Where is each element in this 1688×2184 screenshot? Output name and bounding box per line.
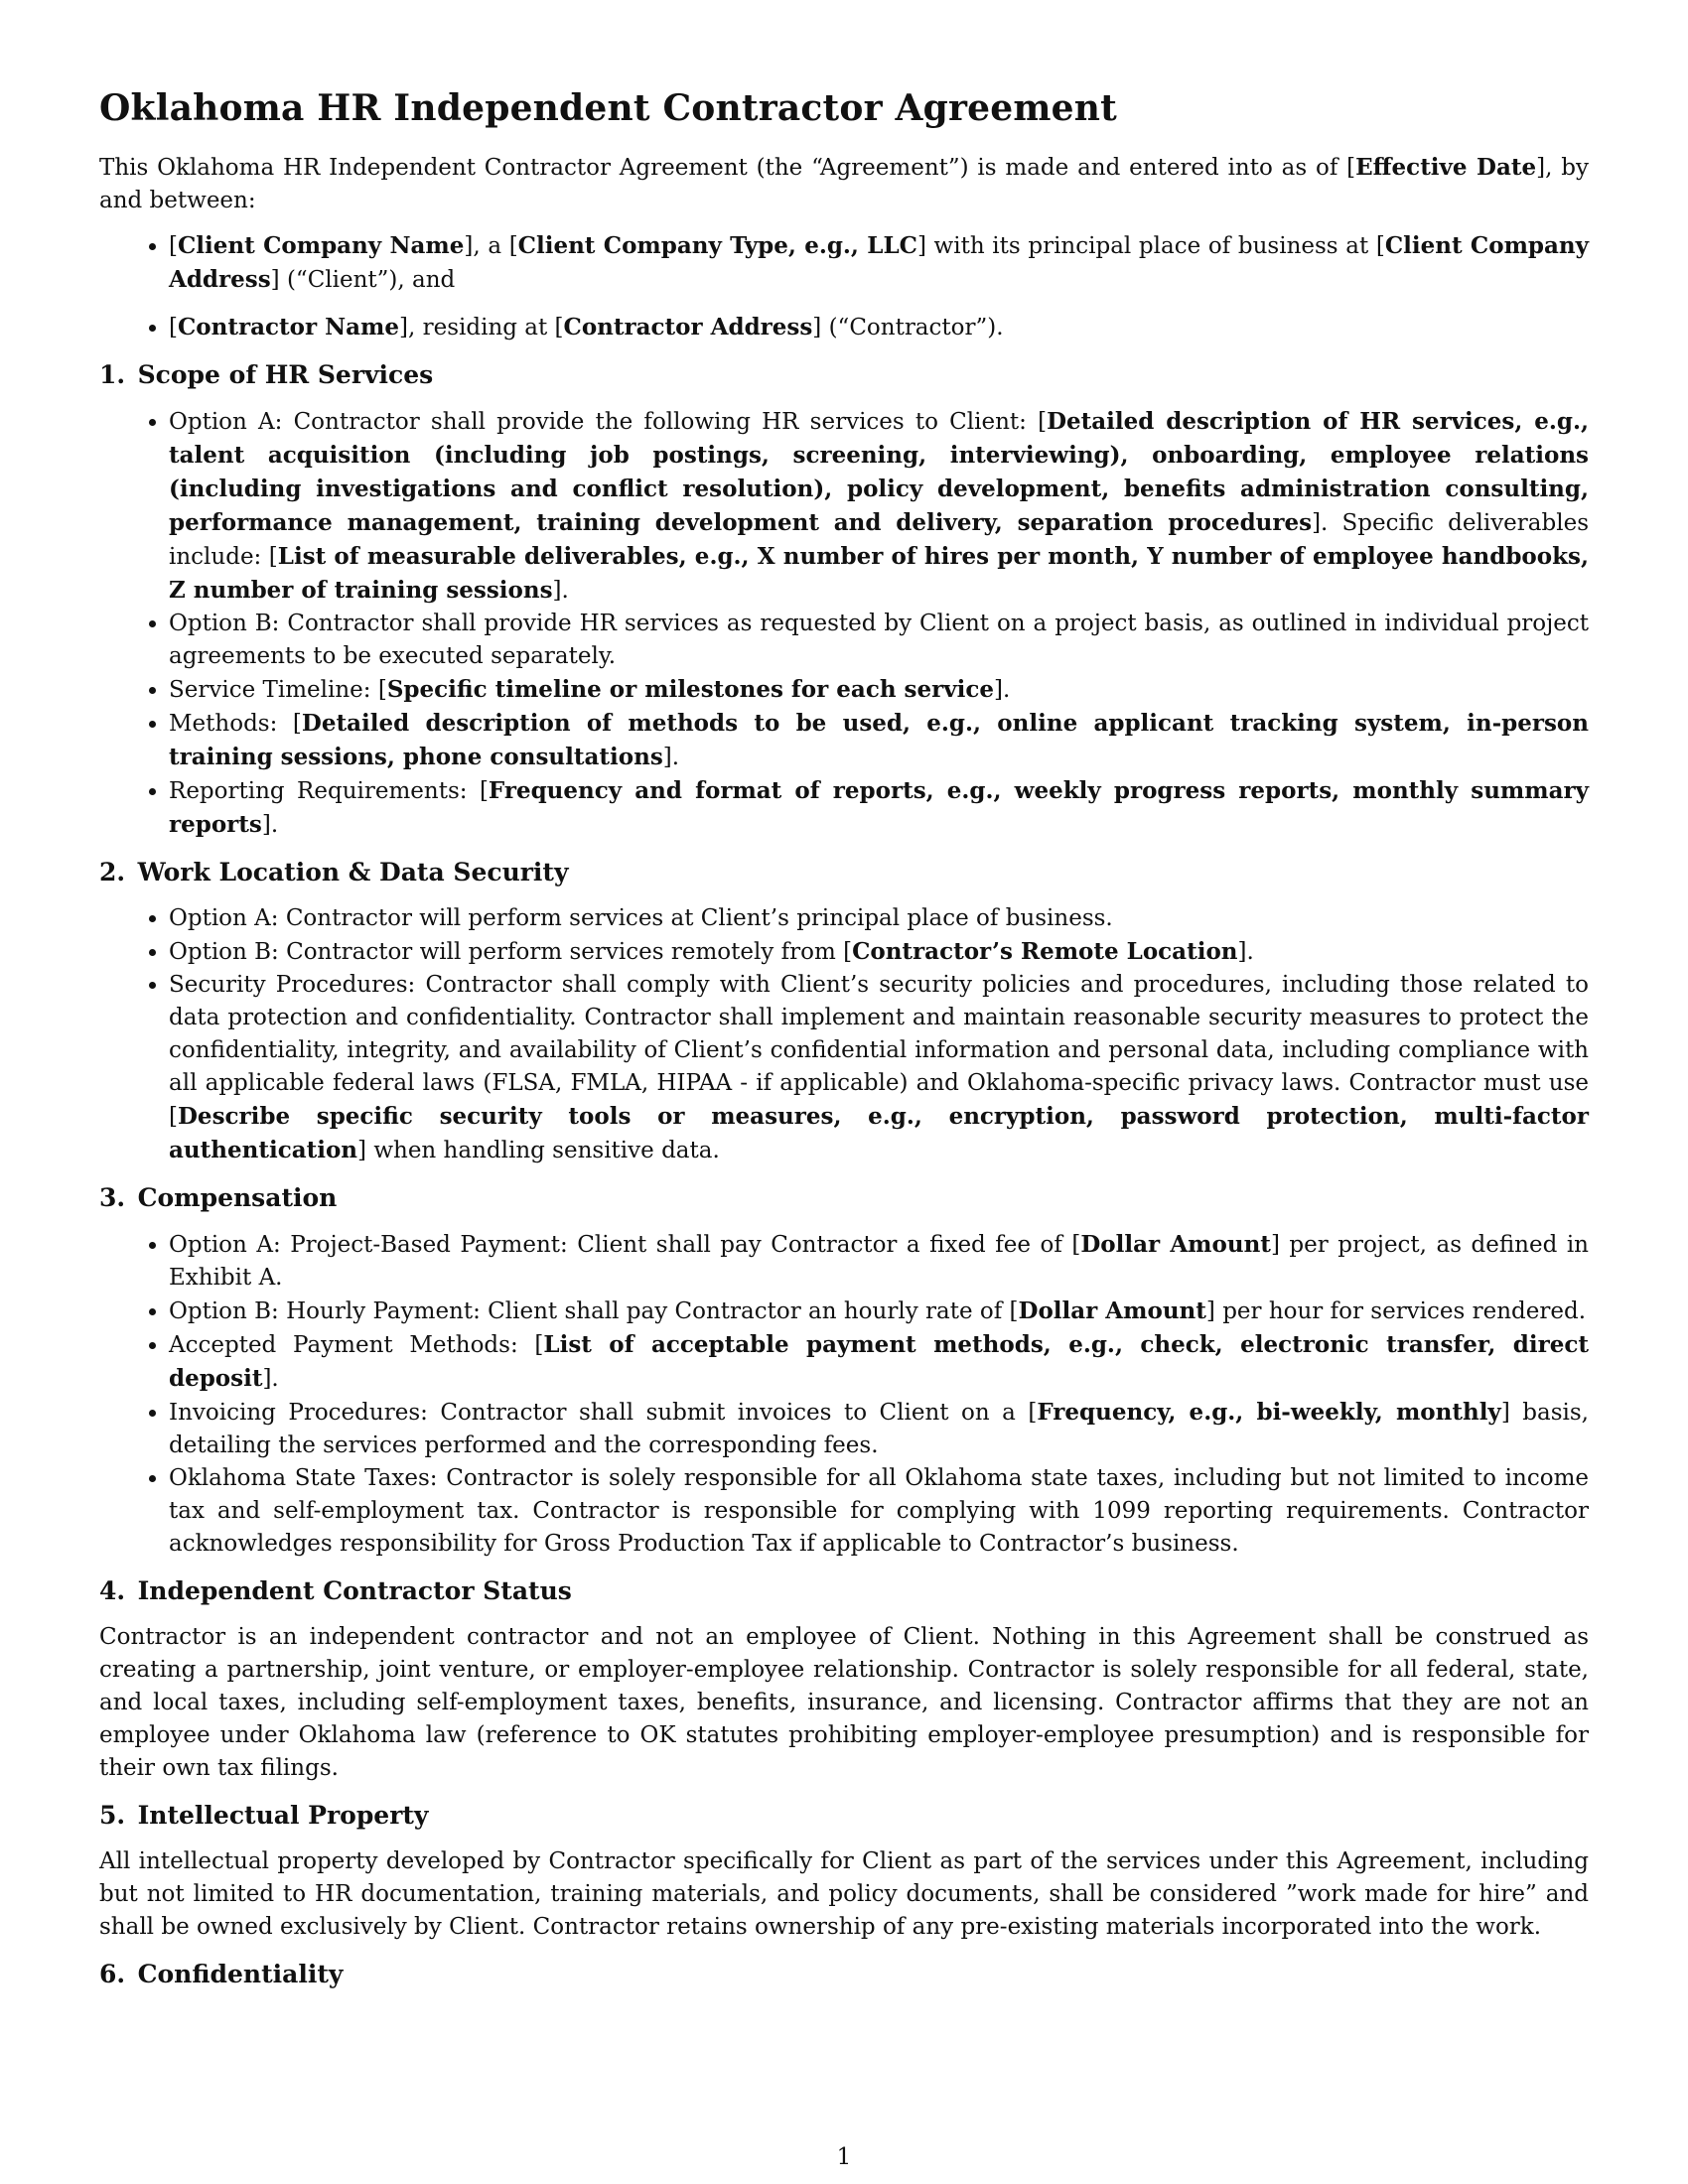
s1-option-b: • Option B: Contractor shall provide HR services as requested by Client on a project basis, as outlined in individual project agreements to be executed separately. bbox=[169, 608, 1589, 673]
client-party-item: • [Client Company Name], a [Client Company Type, e.g., LLC] with its principal place of business at [Client Company Address] (“Client”), and bbox=[169, 229, 1589, 297]
timeline-text-1: Service Timeline: [ bbox=[169, 677, 387, 703]
section-4-body: Contractor is an independent contractor and not an employee of Client. Nothing in this Agreement shall be construed as creating a partnership, joint venture, or employer-employee relationship. Contractor is solely responsible for all federal, state, and local taxes, including self-employment taxes, benefits, insurance, and licensing. Contractor affirms that they are not an employee under Oklahoma law (reference to OK statutes prohibiting employer-employee presumption) and is responsible for their own tax filings. bbox=[99, 1624, 1589, 1781]
reporting-placeholder: Frequency and format of reports, e.g., weekly progress reports, monthly summary reports bbox=[169, 777, 1589, 838]
document-title: Oklahoma HR Independent Contractor Agreement bbox=[99, 87, 1117, 129]
s2-option-b bbox=[169, 935, 1589, 969]
contractor-name-placeholder: Contractor Name bbox=[177, 314, 399, 341]
client-address-placeholder: Client Company Address bbox=[169, 232, 1589, 293]
reporting-text-2: ]. bbox=[261, 812, 279, 838]
payment-methods-placeholder: List of acceptable payment methods, e.g., check, electronic transfer, direct deposit bbox=[169, 1331, 1589, 1392]
s3-invoicing bbox=[169, 1396, 1589, 1462]
s1-service-timeline bbox=[169, 673, 1589, 707]
contractor-party-item: • [Contractor Name], residing at [Contractor Address] (“Contractor”). bbox=[169, 311, 1589, 344]
methods-text-1: Methods: [ bbox=[169, 711, 302, 737]
pm-text-2: ]. bbox=[262, 1366, 279, 1392]
section-2-list bbox=[99, 902, 1589, 1167]
methods-text-2: ]. bbox=[662, 745, 680, 770]
section-4-heading: 4. Independent Contractor Status bbox=[99, 1576, 572, 1605]
section-3-list bbox=[99, 1228, 1589, 1561]
reporting-text-1: Reporting Requirements: [ bbox=[169, 778, 489, 804]
s1-a-text-1: Option A: Contractor shall provide the following HR services to Client: [ bbox=[169, 409, 1048, 435]
s1-a-text-2: ]. Specific deliverables include: [ bbox=[169, 510, 1589, 570]
intro-paragraph bbox=[99, 151, 1589, 217]
section-5-body: All intellectual property developed by Contractor specifically for Client as part of the services under this Agreement, including but not limited to HR documentation, training materials, and policy documents, shall be considered ”work made for hire” and shall be owned exclusively by Client. Contractor retains ownership of any pre-existing materials incorporated into the work. bbox=[99, 1848, 1589, 1940]
deliverables-placeholder: List of measurable deliverables, e.g., X number of hires per month, Y number of employee handbooks, Z number of training sessions bbox=[169, 543, 1590, 604]
client-name-placeholder: Client Company Name bbox=[177, 232, 465, 259]
invoice-frequency-placeholder: Frequency, e.g., bi-weekly, monthly bbox=[1037, 1399, 1501, 1426]
s3-b-text-1: Option B: Hourly Payment: Client shall pay Contractor an hourly rate of [ bbox=[169, 1298, 1019, 1324]
s2-b-text-1: Option B: Contractor will perform services remotely from [ bbox=[169, 939, 853, 965]
s1-a-text-3: ]. bbox=[552, 578, 569, 604]
invoicing-text-2: ] basis, detailing the services performed and the corresponding fees. bbox=[169, 1400, 1589, 1458]
security-text-2: ] when handling sensitive data. bbox=[357, 1138, 720, 1163]
section-2-heading: 2. Work Location & Data Security bbox=[99, 858, 569, 887]
s3-option-a bbox=[169, 1228, 1589, 1295]
intro-text-1: This Oklahoma HR Independent Contractor Agreement (the “Agreement”) is made and entered into as of [ bbox=[99, 155, 1356, 181]
section-5-heading: 5. Intellectual Property bbox=[99, 1801, 429, 1830]
section-1-heading: 1. Scope of HR Services bbox=[99, 360, 434, 389]
page-number: 1 bbox=[836, 2144, 852, 2170]
s1-option-a bbox=[169, 405, 1589, 608]
contractor-text-2: ] (“Contractor”). bbox=[812, 315, 1004, 341]
client-text-3: ] (“Client”), and bbox=[270, 267, 456, 293]
timeline-text-2: ]. bbox=[994, 677, 1011, 703]
s2-security-procedures bbox=[169, 969, 1589, 1167]
s3-state-taxes: • Oklahoma State Taxes: Contractor is solely responsible for all Oklahoma state taxes, including but not limited to income tax and self-employment tax. Contractor is responsible for complying with 1099 reporting requirements. Contractor acknowledges responsibility for Gross Production Tax if applicable to Contractor’s business. bbox=[169, 1462, 1589, 1561]
security-text-1: Security Procedures: Contractor shall comply with Client’s security policies and procedures, including those related to data protection and confidentiality. Contractor shall implement and maintain reasonable security measures to protect the confidentiality, integrity, and availability of Client’s confidential information and personal data, including compliance with all applicable federal laws (FLSA, FMLA, HIPAA - if applicable) and Oklahoma-specific privacy laws. Contractor must use [ bbox=[169, 972, 1589, 1130]
contractor-text-1: ], residing at [ bbox=[399, 315, 564, 341]
s3-a-text-1: Option A: Project-Based Payment: Client shall pay Contractor a fixed fee of [ bbox=[169, 1232, 1081, 1258]
s3-b-text-2: ] per hour for services rendered. bbox=[1205, 1298, 1587, 1324]
s1-methods bbox=[169, 707, 1589, 774]
remote-location-placeholder: Contractor’s Remote Location bbox=[852, 938, 1238, 965]
parties-list bbox=[99, 229, 1589, 344]
contractor-address-placeholder: Contractor Address bbox=[563, 314, 813, 341]
section-3-heading: 3. Compensation bbox=[99, 1183, 338, 1212]
project-fee-placeholder: Dollar Amount bbox=[1080, 1231, 1271, 1258]
client-text-2: ] with its principal place of business at [ bbox=[916, 233, 1385, 259]
section-1-list bbox=[99, 405, 1589, 842]
security-tools-placeholder: Describe specific security tools or measures, e.g., encryption, password protection, multi-factor authentication bbox=[169, 1103, 1589, 1163]
client-text-1: ], a [ bbox=[464, 233, 518, 259]
methods-placeholder: Detailed description of methods to be used, e.g., online applicant tracking system, in-person training sessions, phone consultations bbox=[169, 710, 1589, 770]
document-page bbox=[99, 87, 1589, 2004]
client-type-placeholder: Client Company Type, e.g., LLC bbox=[517, 232, 917, 259]
hr-services-placeholder: Detailed description of HR services, e.g., talent acquisition (including job postings, screening, interviewing), onboarding, employee relations (including investigations and conflict resolution), policy development, benefits administration consulting, performance management, training development and delivery, separation procedures bbox=[169, 408, 1589, 536]
invoicing-text-1: Invoicing Procedures: Contractor shall submit invoices to Client on a [ bbox=[169, 1400, 1038, 1426]
section-6-heading: 6. Confidentiality bbox=[99, 1960, 344, 1988]
s1-reporting bbox=[169, 774, 1589, 842]
s2-b-text-2: ]. bbox=[1237, 939, 1254, 965]
effective-date-placeholder: Effective Date bbox=[1355, 154, 1537, 181]
s3-payment-methods bbox=[169, 1328, 1589, 1396]
intro-text-2: ], by and between: bbox=[99, 155, 1589, 213]
s3-a-text-2: ] per project, as defined in Exhibit A. bbox=[169, 1232, 1589, 1291]
timeline-placeholder: Specific timeline or milestones for each service bbox=[386, 676, 994, 703]
pm-text-1: Accepted Payment Methods: [ bbox=[169, 1332, 544, 1358]
hourly-rate-placeholder: Dollar Amount bbox=[1018, 1297, 1206, 1324]
s3-option-b bbox=[169, 1295, 1589, 1328]
s2-option-a: • Option A: Contractor will perform services at Client’s principal place of business. bbox=[169, 902, 1589, 935]
